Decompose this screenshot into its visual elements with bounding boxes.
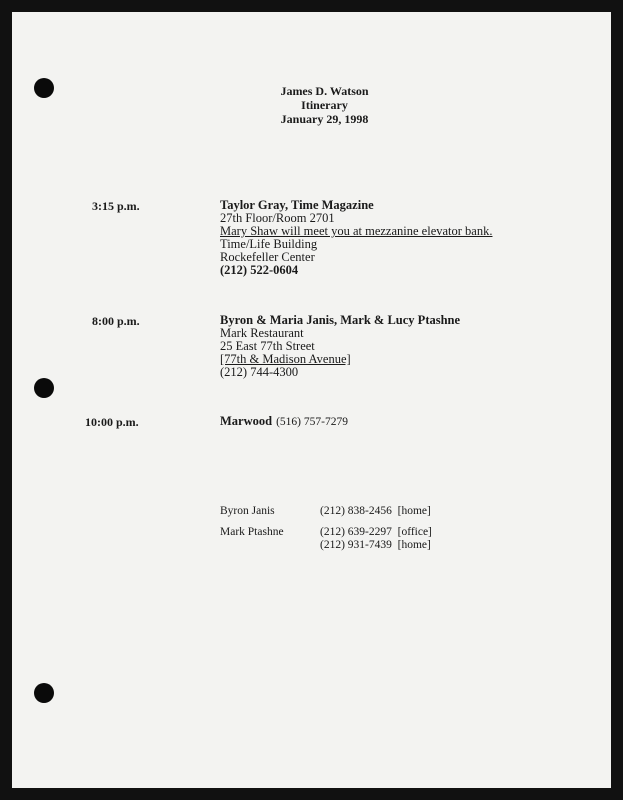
entry-1-center: Rockefeller Center (220, 250, 315, 264)
entry-1-title: Taylor Gray, Time Magazine (220, 198, 374, 212)
header-name: James D. Watson (280, 84, 369, 98)
entry-time-2: 8:00 p.m. (92, 314, 140, 328)
contact-phone: (212) 639-2297 [office] (320, 526, 432, 538)
entry-1 (220, 199, 492, 277)
contact-name: Byron Janis (220, 505, 275, 517)
punch-hole-middle (34, 378, 54, 398)
entry-2-cross-street: [77th & Madison Avenue] (220, 352, 351, 366)
document-page (12, 12, 611, 788)
punch-hole-bottom (34, 683, 54, 703)
entry-2-phone: (212) 744-4300 (220, 365, 299, 379)
entry-1-room: 27th Floor/Room 2701 (220, 211, 335, 225)
entry-3-phone: (516) 757-7279 (276, 416, 348, 428)
entry-3-title: Marwood (220, 414, 273, 428)
entry-1-phone: (212) 522-0604 (220, 263, 299, 277)
entry-3 (220, 415, 348, 429)
entry-time-1: 3:15 p.m. (92, 199, 140, 213)
header-doc-type: Itinerary (301, 98, 348, 112)
itinerary-header (12, 84, 611, 126)
entry-2-restaurant: Mark Restaurant (220, 326, 304, 340)
contact-phone: (212) 931-7439 [home] (320, 539, 431, 551)
contact-name: Mark Ptashne (220, 526, 284, 538)
header-date: January 29, 1998 (280, 112, 369, 126)
contact-phone: (212) 838-2456 [home] (320, 505, 431, 517)
entry-2-title: Byron & Maria Janis, Mark & Lucy Ptashne (220, 313, 461, 327)
entry-2 (220, 314, 460, 379)
entry-1-building: Time/Life Building (220, 237, 318, 251)
entry-1-note: Mary Shaw will meet you at mezzanine elevator bank. (220, 224, 493, 238)
entry-time-3: 10:00 p.m. (85, 415, 139, 429)
entry-2-street: 25 East 77th Street (220, 339, 315, 353)
